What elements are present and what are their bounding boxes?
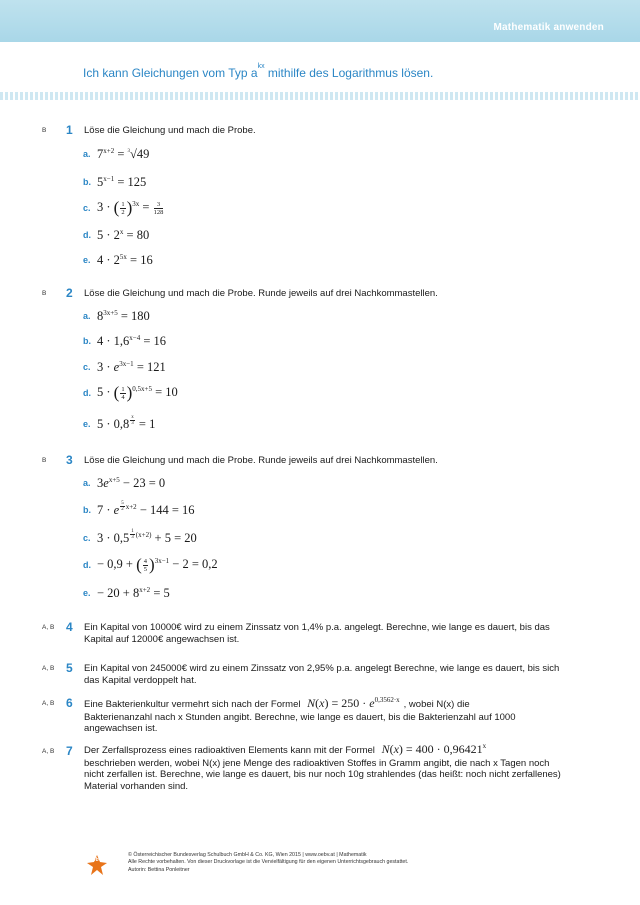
task-level: A, B (42, 700, 55, 707)
equation: 3 · ( $\frac{1}{2}$ )$^{3x}$ = $\frac{3}{128}$ (97, 198, 164, 217)
subtask: c. 3 · 0,5 $^{\frac{1}{3} (x+2)}$ + 5 = 20 (83, 529, 197, 545)
task-level: A, B (42, 748, 55, 755)
equation: $3 \cdot e^{3x-1} = 121$ (97, 359, 166, 374)
subtask: a. $8^{3x+5} = 180$ (83, 308, 150, 323)
header-band (0, 0, 640, 42)
task-level: B (42, 290, 47, 297)
subtask: c. 3 · ( $\frac{1}{2}$ )$^{3x}$ = $\frac{3}{128}$ (83, 198, 164, 217)
equation: 5 · 0,8 $^{\frac{x}{3}}$ = 1 (97, 415, 156, 431)
equation: $7^{x+2} = ^3√49$ (97, 146, 150, 161)
task-text: Ein Kapital von 10000€ wird zu einem Zinssatz von 1,4% p.a. angelegt. Berechne, wie lange es dauert, bis das Kapital auf 12000€ angewachsen ist. (84, 622, 550, 645)
subtask: b. $5^{x-1} = 125$ (83, 174, 147, 189)
equation: $5^{x-1} = 125$ (97, 174, 147, 189)
equation: 3 · 0,5 $^{\frac{1}{3} (x+2)}$ + 5 = 20 (97, 529, 197, 545)
equation: 5 · ( $\frac{1}{4}$ )$^{0,5x+5}$ = 10 (97, 383, 178, 402)
equation: $5 \cdot 2^x = 80$ (97, 227, 150, 242)
subtask: d. 5 · ( $\frac{1}{4}$ )$^{0,5x+5}$ = 10 (83, 383, 178, 402)
equation: $8^{3x+5} = 180$ (97, 308, 150, 323)
oebv-logo (84, 852, 110, 878)
equation: − $20 + 8^{x+2} = 5$ (97, 585, 170, 600)
task-text: Der Zerfallsprozess eines radioaktiven Elements kann mit der Formel $N(x) = 400 \cdot 0,96421^x$ beschrieben werden, wobei N(x) jene Menge des radioaktiven Stoffes in Gramm angibt, die nach x Tagen noch nicht zerfallen ist. Berechne, wie lange es dauert, bis nur noch 10g strahlendes (das heißt: noch nicht zerfallenes) Material vorhanden sind. (84, 742, 561, 792)
task-number: 7 (66, 744, 73, 758)
subtask: d. $5 \cdot 2^x = 80$ (83, 227, 150, 242)
svg-text:öbv: öbv (92, 857, 102, 863)
task-number: 1 (66, 123, 73, 137)
formula: $N(x) = 400 \cdot 0,96421^x$ (381, 742, 487, 756)
task-level: A, B (42, 665, 55, 672)
equation: $4 \cdot 1,6^{x-4} = 16$ (97, 333, 167, 348)
task-number: 4 (66, 620, 73, 634)
task-level: A, B (42, 624, 55, 631)
subtask: e. $4 \cdot 2^{5x} = 16$ (83, 252, 153, 267)
decorative-stripes (0, 92, 640, 100)
subtask: e. 5 · 0,8 $^{\frac{x}{3}}$ = 1 (83, 415, 156, 431)
equation: $3e^{x+5} - 23 = 0$ (97, 475, 166, 490)
section-label: Mathematik anwenden (493, 22, 604, 33)
task-number: 6 (66, 696, 73, 710)
task-text: Löse die Gleichung und mach die Probe. Runde jeweils auf drei Nachkommastellen. (84, 288, 438, 299)
task-level: B (42, 457, 47, 464)
subtask: d. − 0,9 + ( $\frac{4}{5}$ )$^{3x-1}$ − 2 = 0,2 (83, 555, 218, 574)
task-number: 2 (66, 286, 73, 300)
task-text: Eine Bakterienkultur vermehrt sich nach der Formel $N(x) = 250 \cdot e^{0,3562\cdot x}$ , wobei N(x) die Bakterienanzahl nach x Stunden angibt. Berechne, wie lange es dauert, bis die Bakterienzahl auf 1000 angewachsen ist. (84, 696, 516, 734)
subtask: c. $3 \cdot e^{3x-1} = 121$ (83, 359, 166, 374)
formula: $N(x) = 250 \cdot e^{0,3562\cdot x}$ (307, 696, 400, 710)
equation: 7 · e $^{\frac{5}{2} x+2}$ − 144 = 16 (97, 501, 195, 517)
subtask: b. 7 · e $^{\frac{5}{2} x+2}$ − 144 = 16 (83, 501, 195, 517)
subtask: a. $3e^{x+5} - 23 = 0$ (83, 475, 166, 490)
equation: − 0,9 + ( $\frac{4}{5}$ )$^{3x-1}$ − 2 = 0,2 (97, 555, 218, 574)
task-number: 3 (66, 453, 73, 467)
task-text: Löse die Gleichung und mach die Probe. Runde jeweils auf drei Nachkommastellen. (84, 455, 438, 466)
page-title: Ich kann Gleichungen vom Typ $a^{kx}$ mithilfe des Logarithmus lösen. (83, 63, 434, 80)
equation: $4 \cdot 2^{5x} = 16$ (97, 252, 153, 267)
subtask: a. $7^{x+2} = ^3√49$ (83, 146, 150, 161)
subtask: b. $4 \cdot 1,6^{x-4} = 16$ (83, 333, 167, 348)
footer-copyright: © Österreichischer Bundesverlag Schulbuch GmbH & Co. KG, Wien 2015 | www.oebv.at | Mathematik Alle Rechte vorbehalten. Von dieser Druckvorlage ist die Vervielfältigung für den eigenen Unterrichtsgebrauch gestattet. Autorin: Bettina Ponleitner (128, 852, 409, 873)
task-text: Löse die Gleichung und mach die Probe. (84, 125, 256, 136)
task-number: 5 (66, 661, 73, 675)
task-text: Ein Kapital von 245000€ wird zu einem Zinssatz von 2,95% p.a. angelegt Berechne, wie lange es dauert, bis sich das Kapital verdoppelt hat. (84, 663, 560, 686)
subtask: e. − $20 + 8^{x+2} = 5$ (83, 585, 170, 600)
task-level: B (42, 127, 47, 134)
